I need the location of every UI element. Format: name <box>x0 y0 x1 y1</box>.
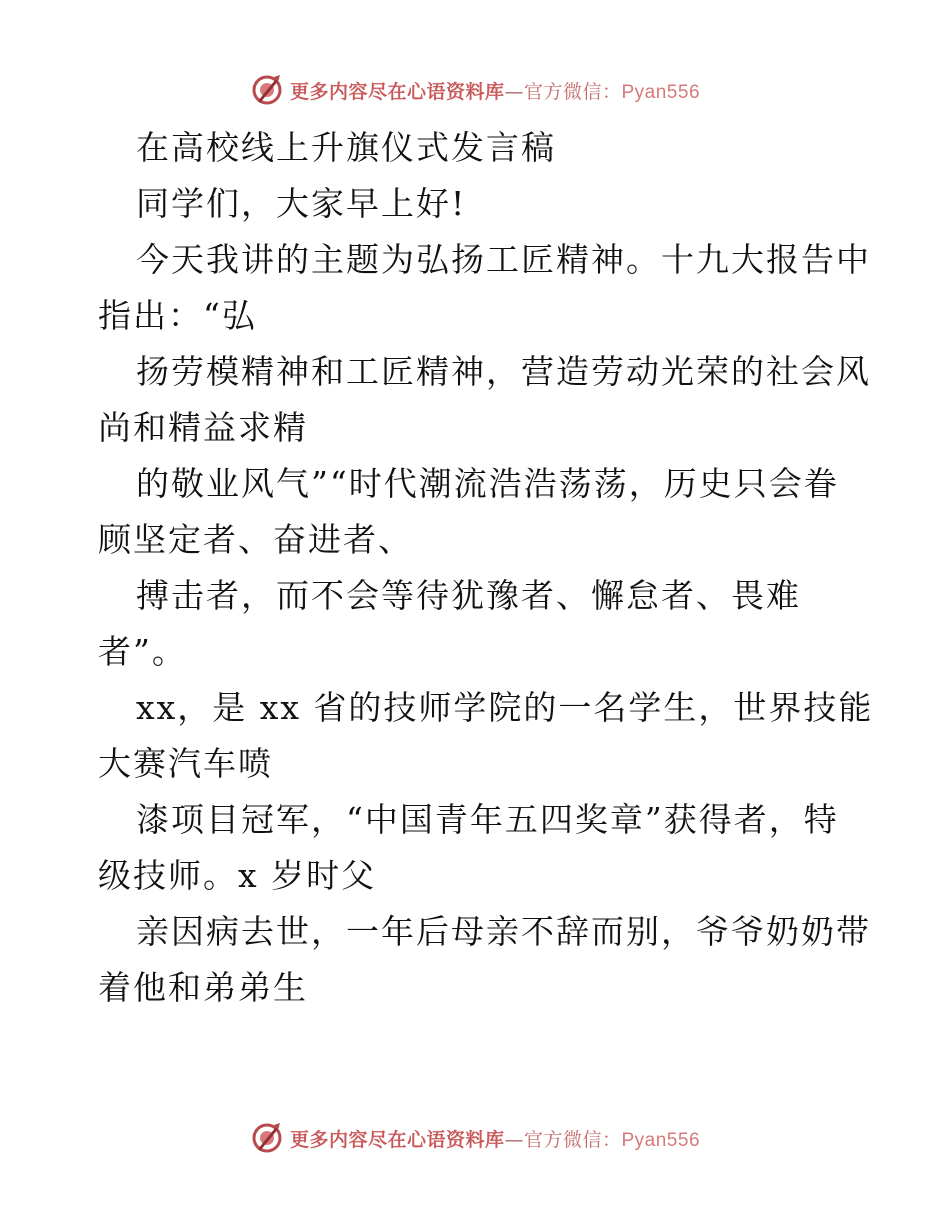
text-line: 漆项目冠军，“中国青年五四奖章”获得者，特 <box>136 800 839 839</box>
text-line: 亲因病去世，一年后母亲不辞而别，爷爷奶奶带 <box>136 912 871 951</box>
text-line: 者”。 <box>98 632 187 671</box>
banner-main-text: 更多内容尽在心语资料库 <box>289 1128 505 1151</box>
text-line: 着他和弟弟生 <box>98 968 308 1007</box>
banner-main-text: 更多内容尽在心语资料库 <box>289 80 505 103</box>
quill-seal-icon <box>250 1121 284 1155</box>
document-body <box>98 120 874 1016</box>
banner-text <box>290 77 700 104</box>
text-line: 扬劳模精神和工匠精神，营造劳动光荣的社会风 <box>136 352 871 391</box>
text-line: xx，是 xx 省的技师学院的一名学生，世界技能 <box>136 688 874 727</box>
banner-dash: — <box>504 80 524 103</box>
banner-text <box>290 1125 700 1152</box>
text-line: 搏击者，而不会等待犹豫者、懈怠者、畏难 <box>136 576 801 615</box>
text-line: 顾坚定者、奋进者、 <box>98 520 413 559</box>
text-line: 级技师。x 岁时父 <box>98 856 377 895</box>
text-line: 指出：“弘 <box>98 296 257 335</box>
footer-banner <box>0 1118 950 1158</box>
banner-wechat-id: Pyan556 <box>621 81 701 103</box>
header-banner <box>0 70 950 110</box>
banner-wechat-id: Pyan556 <box>621 1129 701 1151</box>
quill-seal-icon <box>250 73 284 107</box>
banner-dash: — <box>504 1128 524 1151</box>
text-line: 今天我讲的主题为弘扬工匠精神。十九大报告中 <box>136 240 871 279</box>
text-line: 同学们，大家早上好! <box>136 184 467 223</box>
text-line: 尚和精益求精 <box>98 408 308 447</box>
text-line: 大赛汽车喷 <box>98 744 273 783</box>
text-line: 在高校线上升旗仪式发言稿 <box>136 128 556 167</box>
text-line: 的敬业风气”“时代潮流浩浩荡荡，历史只会眷 <box>136 464 839 503</box>
banner-wechat-label: 官方微信： <box>523 80 622 103</box>
banner-wechat-label: 官方微信： <box>523 1128 622 1151</box>
